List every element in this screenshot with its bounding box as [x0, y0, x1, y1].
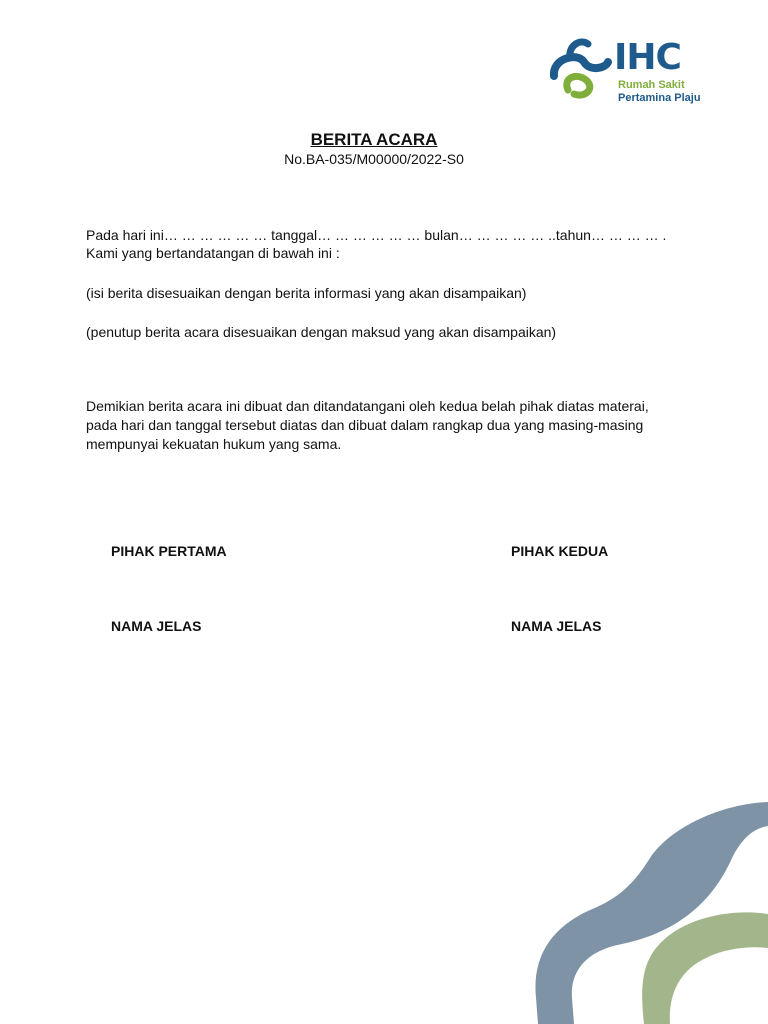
closing-paragraph-line: pada hari dan tanggal tersebut diatas dan dibuat dalam rangkap dua yang masing-masing — [86, 417, 644, 433]
logo-line1: Rumah Sakit — [618, 79, 685, 91]
closing-paragraph-line: mempunyai kekuatan hukum yang sama. — [86, 436, 342, 452]
first-party-name-label: NAMA JELAS — [111, 618, 202, 634]
ihc-cross-icon — [544, 36, 614, 102]
closing-placeholder: (penutup berita acara disesuaikan dengan maksud yang akan disampaikan) — [86, 324, 557, 340]
first-party-label: PIHAK PERTAMA — [111, 543, 227, 559]
decorative-leaf-graphic — [530, 798, 768, 1024]
closing-paragraph-line: Demikian berita acara ini dibuat dan ditandatangani oleh kedua belah pihak diatas materai, — [86, 398, 649, 414]
date-line: Pada hari ini… … … … … … tanggal… … … … … … bulan… … … … … ..tahun… … … … . — [86, 227, 667, 243]
intro-line: Kami yang bertandatangan di bawah ini : — [86, 245, 340, 261]
logo-brand: IHC — [614, 37, 681, 78]
hospital-logo — [544, 36, 724, 106]
second-party-label: PIHAK KEDUA — [511, 543, 609, 559]
document-title: BERITA ACARA — [310, 130, 438, 149]
closing-paragraph — [86, 397, 726, 454]
logo-line2: Pertamina Plaju — [618, 92, 701, 104]
second-party-name-label: NAMA JELAS — [511, 618, 602, 634]
document-number: No.BA-035/M00000/2022-S0 — [284, 151, 464, 167]
content-placeholder: (isi berita disesuaikan dengan berita informasi yang akan disampaikan) — [86, 285, 527, 301]
